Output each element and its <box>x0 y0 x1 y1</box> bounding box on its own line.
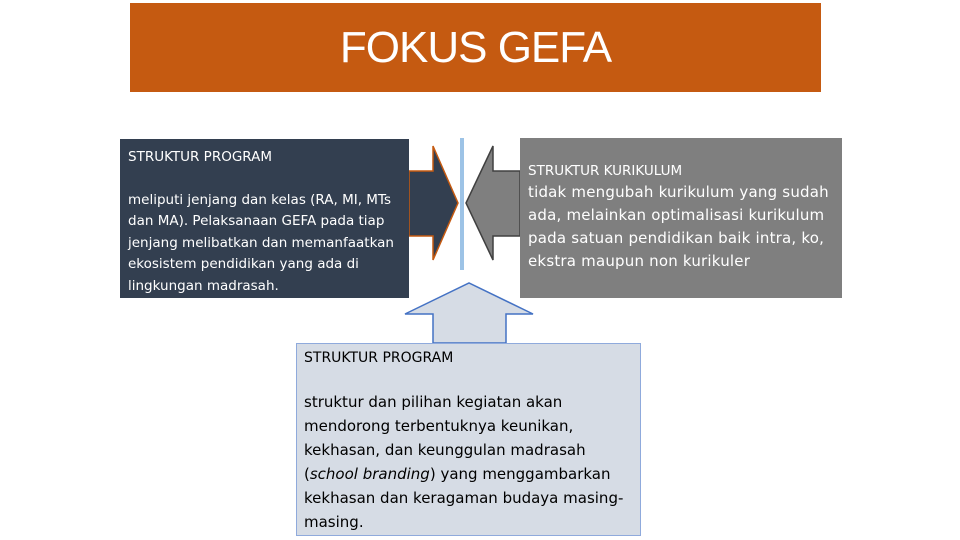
struktur-program-heading: STRUKTUR PROGRAM <box>128 149 273 165</box>
school-branding-term: school branding <box>309 465 430 483</box>
detail-text-after: ) yang menggambarkan kekhasan dan keragaman budaya masing-masing. <box>304 465 624 531</box>
struktur-program-detail-heading: STRUKTUR PROGRAM <box>304 350 454 366</box>
struktur-program-box <box>120 139 409 298</box>
up-arrow-icon <box>405 283 533 343</box>
struktur-program-detail-box <box>296 343 641 536</box>
struktur-kurikulum-box <box>520 138 842 298</box>
page-title: FOKUS GEFA <box>339 22 612 72</box>
struktur-kurikulum-heading: STRUKTUR KURIKULUM <box>528 163 683 179</box>
left-arrow-icon <box>466 146 520 260</box>
struktur-kurikulum-text: tidak mengubah kurikulum yang sudah ada, melainkan optimalisasi kurikulum pada satuan pendidikan baik intra, ko, ekstra maupun non kurikuler <box>528 183 829 270</box>
struktur-program-detail-text <box>304 393 623 531</box>
detail-text-before: struktur dan pilihan kegiatan akan mendorong terbentuknya keunikan, kekhasan, dan keunggulan madrasah ( <box>304 393 586 483</box>
struktur-program-text: meliputi jenjang dan kelas (RA, MI, MTs dan MA). Pelaksanaan GEFA pada tiap jenjang melibatkan dan memanfaatkan ekosistem pendidikan yang ada di lingkungan madrasah. <box>128 191 394 294</box>
right-arrow-icon <box>409 146 458 260</box>
